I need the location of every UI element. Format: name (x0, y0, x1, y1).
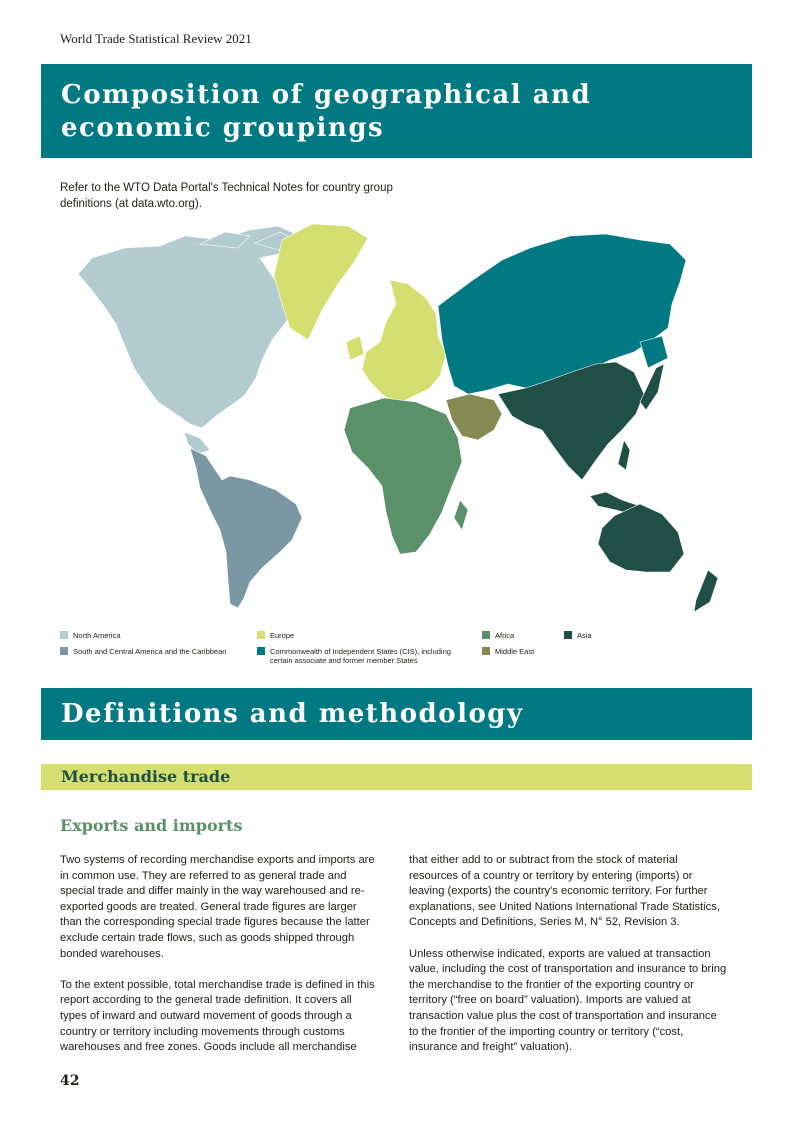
paragraph: To the extent possible, total merchandise trade is defined in this report according to the general trade definition. It covers all types of inward and outward movement of goods through a country or territory including movements through customs warehouses and free zones. Goods include all merchandise (60, 978, 375, 1054)
running-title: World Trade Statistical Review 2021 (60, 31, 252, 46)
intro-text: Refer to the WTO Data Portal's Technical Notes for country group definitions (at data.wto.org). (60, 182, 393, 210)
legend-swatch (257, 647, 265, 655)
region-africa (344, 398, 468, 554)
legend-label: Commonwealth of Independent States (CIS), including certain associate and former member States (270, 647, 451, 665)
section-title: Definitions and methodology (61, 699, 524, 729)
paragraph: Unless otherwise indicated, exports are valued at transaction value, including the cost of transportation and insurance to bring the merchandise to the frontier of the exporting country or territory (“free on board” valuation). Imports are valued at transaction value plus the cost of transportation and insurance to the frontier of the importing country or territory (“cost, insurance and freight” valuation). (409, 947, 727, 1054)
region-cis (438, 234, 686, 394)
legend-label: Asia (577, 631, 592, 640)
world-map (50, 218, 750, 618)
map-legend (60, 631, 760, 671)
legend-swatch (482, 647, 490, 655)
legend-item-middle-east (482, 647, 534, 656)
legend-item-europe (257, 631, 294, 640)
legend-swatch (482, 631, 490, 639)
body-column-left (60, 853, 380, 1071)
legend-item-asia (564, 631, 592, 640)
region-europe (346, 280, 446, 404)
legend-label: Europe (270, 631, 295, 640)
paragraph: Two systems of recording merchandise exports and imports are in common use. They are referred to as general trade and special trade and differ mainly in the way warehoused and re-exported goods are treated. General trade figures are larger than the corresponding special trade figures because the latter exclude certain trade flows, such as goods shipped through bonded warehouses. (60, 854, 375, 960)
legend-item-north-america (60, 631, 121, 640)
legend-item-cis (257, 647, 467, 665)
subsection-bar (41, 764, 752, 790)
region-greenland (274, 224, 368, 340)
legend-swatch (564, 631, 572, 639)
legend-item-south-central-america (60, 647, 226, 656)
subsection-title: Merchandise trade (61, 767, 231, 786)
legend-swatch (60, 647, 68, 655)
body-column-right (409, 853, 729, 1071)
section-title: Composition of geographical and economic groupings (61, 80, 592, 143)
legend-item-africa (482, 631, 514, 640)
section-banner-composition (41, 64, 752, 158)
section-banner-definitions (41, 688, 752, 740)
legend-label: Middle East (495, 647, 535, 656)
legend-swatch (257, 631, 265, 639)
region-south-central-america (190, 448, 302, 608)
heading-exports-imports: Exports and imports (60, 816, 243, 835)
region-north-america (78, 226, 308, 454)
legend-label: South and Central America and the Caribbean (73, 647, 227, 656)
region-asia (498, 362, 718, 612)
paragraph: that either add to or subtract from the stock of material resources of a country or territory by entering (imports) or leaving (exports) the country's economic territory. For further explanations, see United Nations International Trade Statistics, Concepts and Definitions, Series M, N° 52, Revision 3. (409, 854, 720, 929)
legend-label: Africa (495, 631, 515, 640)
page-number: 42 (60, 1073, 80, 1089)
legend-label: North America (73, 631, 121, 640)
legend-swatch (60, 631, 68, 639)
